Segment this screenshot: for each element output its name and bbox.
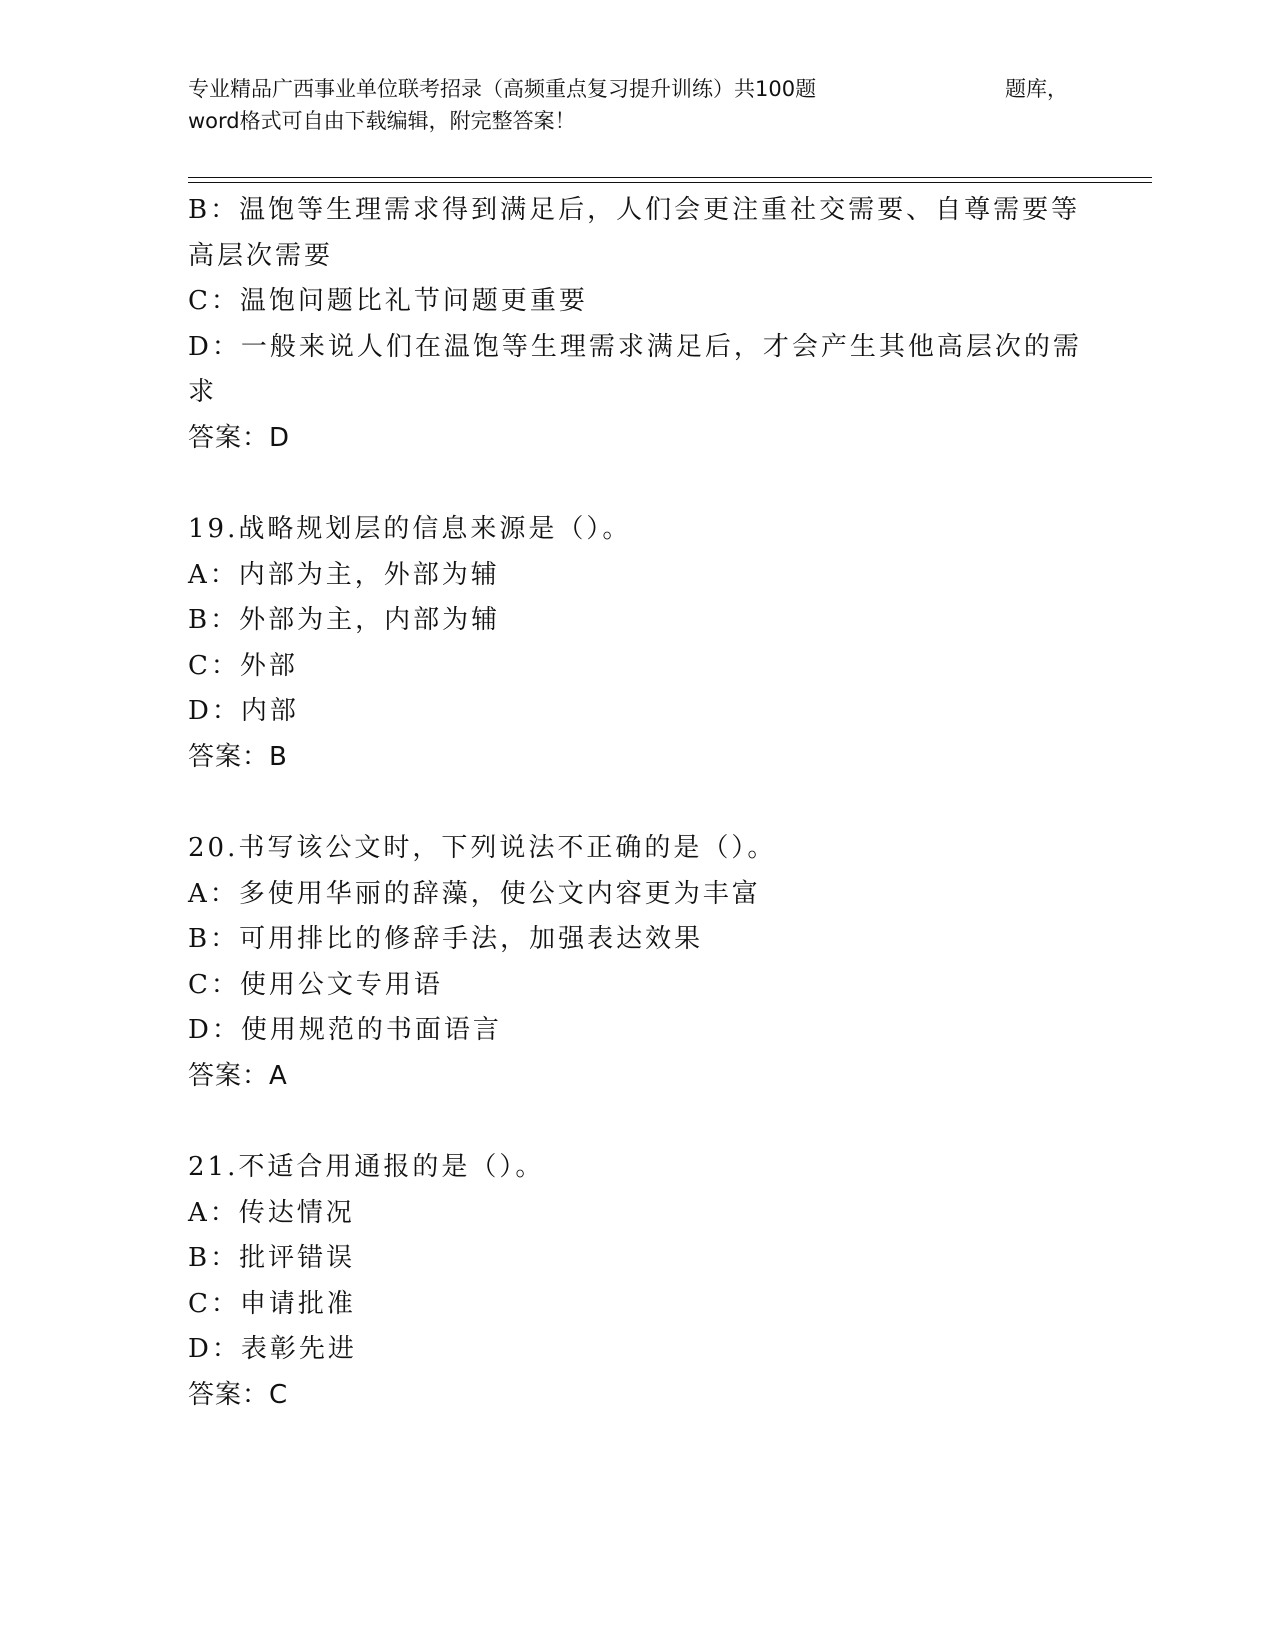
option-d: D：使用规范的书面语言 xyxy=(188,1015,502,1045)
question-text: 21.不适合用通报的是（）。 xyxy=(188,1152,545,1182)
answer: 答案：A xyxy=(188,1060,288,1091)
header-line-2: word格式可自由下载编辑，附完整答案！ xyxy=(188,109,576,133)
option-d: D：表彰先进 xyxy=(188,1334,357,1364)
answer: 答案：D xyxy=(188,422,291,453)
option-c: C：外部 xyxy=(188,650,298,681)
question-block-20 xyxy=(188,826,1088,1099)
option-b: B：批评错误 xyxy=(188,1243,356,1273)
option-text-cont: 高层次需要 xyxy=(188,240,334,271)
option-b xyxy=(188,188,1088,279)
option-d: D：内部 xyxy=(188,696,299,726)
option-c: C：申请批准 xyxy=(188,1288,356,1319)
header-title: 专业精品广西事业单位联考招录（高频重点复习提升训练）共100题 xyxy=(188,77,817,101)
header-divider-bottom xyxy=(188,182,1152,183)
page-header xyxy=(188,73,1068,137)
option-c xyxy=(188,279,1088,325)
option-a: A：多使用华丽的辞藻，使公文内容更为丰富 xyxy=(188,878,761,909)
header-divider-top xyxy=(188,177,1152,178)
question-block-21 xyxy=(188,1145,1088,1418)
option-a: A：内部为主，外部为辅 xyxy=(188,559,500,590)
question-block-prev xyxy=(188,188,1088,461)
question-block-19 xyxy=(188,507,1088,780)
option-text-cont: 求 xyxy=(188,377,218,407)
option-b: B：外部为主，内部为辅 xyxy=(188,605,501,635)
option-b: B：可用排比的修辞手法，加强表达效果 xyxy=(188,924,704,954)
answer: 答案：B xyxy=(188,741,288,772)
option-d xyxy=(188,325,1088,416)
header-line-1 xyxy=(188,73,1068,105)
document-body xyxy=(188,188,1088,1418)
question-text: 20.书写该公文时，下列说法不正确的是（）。 xyxy=(188,833,777,863)
option-a: A：传达情况 xyxy=(188,1197,355,1228)
option-text: B：温饱等生理需求得到满足后，人们会更注重社交需要、自尊需要等 xyxy=(188,195,1081,225)
option-c: C：使用公文专用语 xyxy=(188,969,443,1000)
question-text: 19.战略规划层的信息来源是（）。 xyxy=(188,514,632,544)
option-text: D：一般来说人们在温饱等生理需求满足后，才会产生其他高层次的需 xyxy=(188,331,1082,362)
option-text: C：温饱问题比礼节问题更重要 xyxy=(188,286,588,316)
header-title-suffix: 题库， xyxy=(1005,77,1068,101)
answer: 答案：C xyxy=(188,1379,289,1410)
